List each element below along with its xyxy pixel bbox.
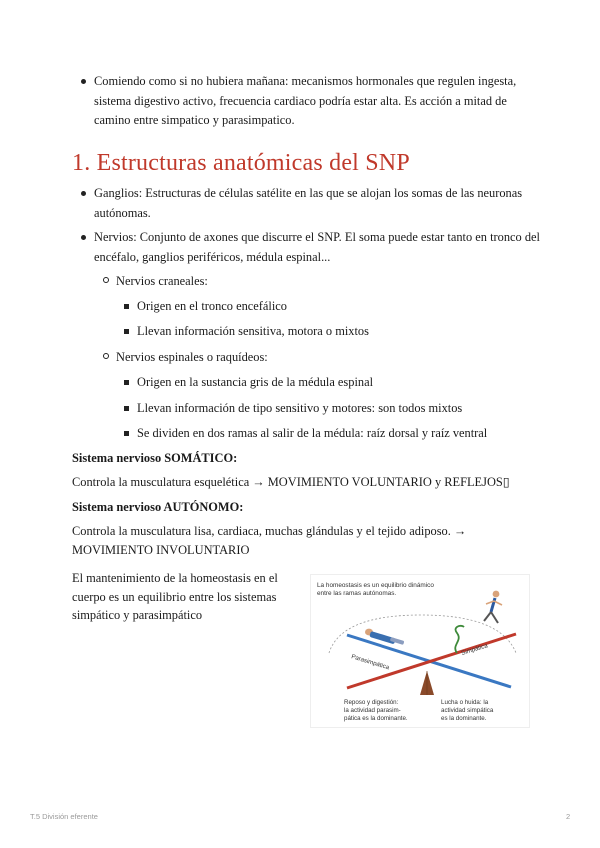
footer-left: T.5 División eferente <box>30 812 98 821</box>
list-item: Llevan información de tipo sensitivo y motores: son todos mixtos <box>137 401 463 415</box>
right-caption-line: Lucha o huida: la <box>441 699 489 706</box>
bullet-craneales: Nervios craneales: <box>116 274 208 288</box>
list-item: Llevan información sensitiva, motora o mixtos <box>137 324 369 338</box>
list-item: Se dividen en dos ramas al salir de la médula: raíz dorsal y raíz ventral <box>137 426 488 440</box>
running-person-icon <box>484 591 502 623</box>
label-simpatica: Simpática <box>460 642 489 657</box>
list-item: Origen en la sustancia gris de la médula espinal <box>137 375 374 389</box>
page-number: 2 <box>566 812 571 821</box>
right-caption-line: actividad simpática <box>441 707 494 714</box>
somatico-text: Controla la musculatura esquelética → MOVIMIENTO VOLUNTARIO y REFLEJOS▯ <box>72 475 510 489</box>
section-title: 1. Estructuras anatómicas del SNP <box>72 150 410 176</box>
homeostasis-text: El mantenimiento de la homeostasis en el cuerpo es un equilibrio entre los sistemas simpático y parasimpático <box>72 571 278 622</box>
figure-caption-top-1: La homeostasis es un equilibrio dinámico <box>317 582 434 589</box>
list-item: Origen en el tronco encefálico <box>137 299 287 313</box>
left-caption-line: pática es la dominante. <box>344 715 408 722</box>
homeostasis-figure <box>310 574 530 728</box>
label-parasimpatica: Parasimpática <box>350 653 390 672</box>
left-caption-line: la actividad parasim- <box>344 707 401 714</box>
autonomo-text-2: MOVIMIENTO INVOLUNTARIO <box>72 543 250 557</box>
left-caption-line: Reposo y digestión: <box>344 699 399 706</box>
figure-caption-top-2: entre las ramas autónomas. <box>317 590 397 597</box>
autonomo-title: Sistema nervioso AUTÓNOMO: <box>72 500 244 514</box>
bullet-ganglios: Ganglios: Estructuras de células satélite en las que se alojan los somas de las neuronas autónomas. <box>94 184 544 223</box>
autonomo-text-1: Controla la musculatura lisa, cardiaca, muchas glándulas y el tejido adiposo. → <box>72 524 467 538</box>
bullet-nervios: Nervios: Conjunto de axones que discurre el SNP. El soma puede estar tanto en tronco del encéfalo, ganglios periféricos, médula espinal... <box>94 228 544 267</box>
somatico-title: Sistema nervioso SOMÁTICO: <box>72 451 238 465</box>
right-caption-line: es la dominante. <box>441 715 487 722</box>
bullet-espinales: Nervios espinales o raquídeos: <box>116 350 268 364</box>
intro-bullet: Comiendo como si no hubiera mañana: mecanismos hormonales que regulen ingesta, sistema digestivo activo, frecuencia cardiaco podría estar alta. Es acción a mitad de camino entre simpatico y parasimpatico. <box>94 72 534 131</box>
